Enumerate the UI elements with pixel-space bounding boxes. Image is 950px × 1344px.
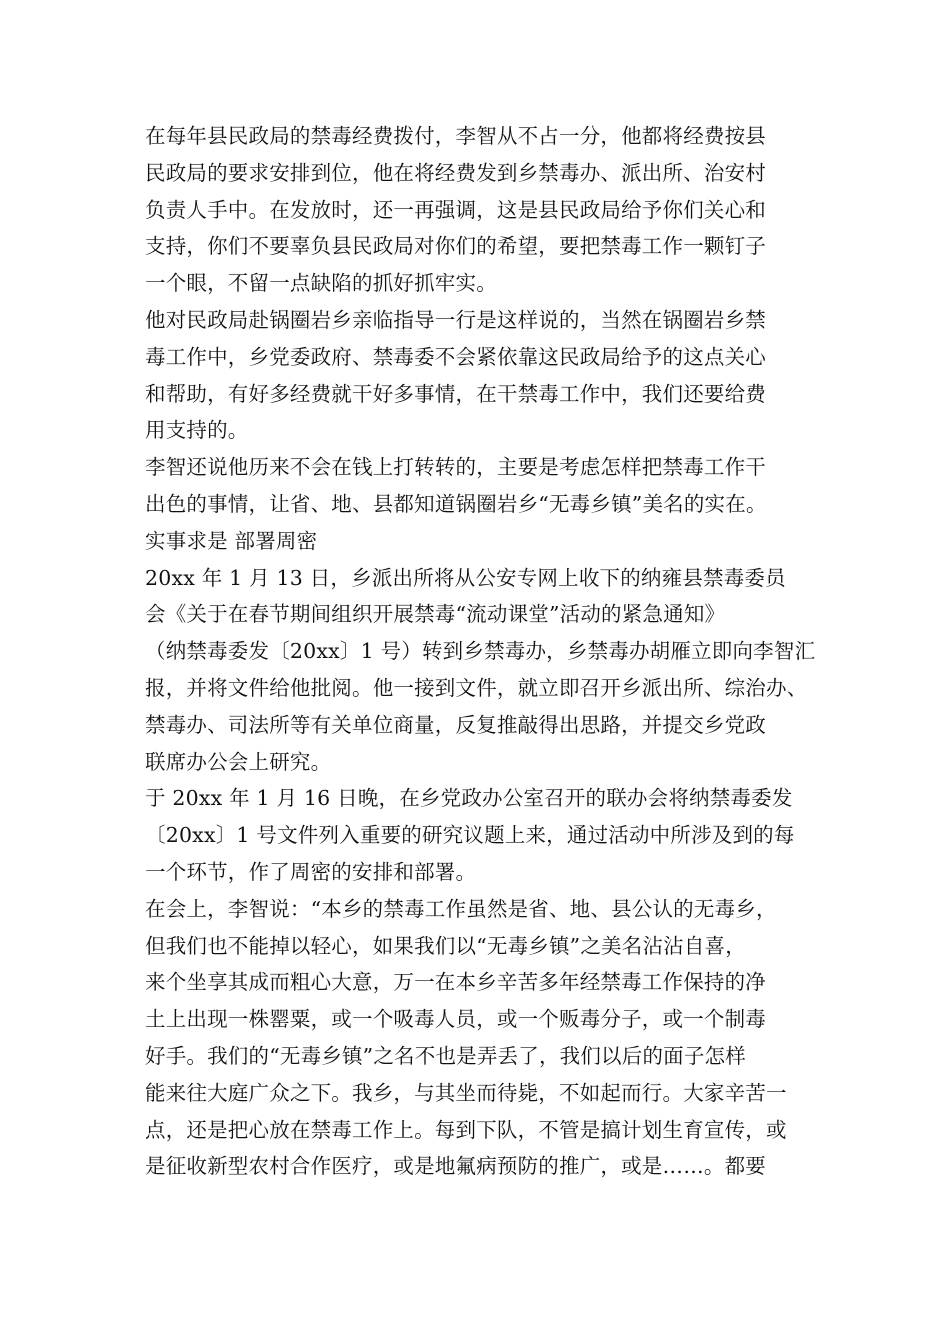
text-line: 能来往大庭广众之下。我乡，与其坐而待毙，不如起而行。大家辛苦一 bbox=[145, 1080, 787, 1105]
text-line: 是征收新型农村合作医疗，或是地氟病预防的推广，或是……。都要 bbox=[145, 1154, 766, 1179]
text-line: 报，并将文件给他批阅。他一接到文件，就立即召开乡派出所、综治办、 bbox=[145, 675, 808, 700]
section-heading: 实事求是 部署周密 bbox=[145, 528, 318, 553]
text-line: 出色的事情，让省、地、县都知道锅圈岩乡“无毒乡镇”美名的实在。 bbox=[145, 491, 767, 516]
text-line: 在会上，李智说：“本乡的禁毒工作虽然是省、地、县公认的无毒乡， bbox=[145, 896, 777, 921]
text-line: 支持，你们不要辜负县民政局对你们的希望，要把禁毒工作一颗钉子 bbox=[145, 234, 766, 259]
text-line: 20xx 年 1 月 13 日，乡派出所将从公安专网上收下的纳雍县禁毒委员 bbox=[145, 565, 786, 590]
text-line: 〔20xx〕1 号文件列入重要的研究议题上来，通过活动中所涉及到的每 bbox=[145, 823, 795, 848]
text-line: 李智还说他历来不会在钱上打转转的，主要是考虑怎样把禁毒工作干 bbox=[145, 455, 766, 480]
text-line: 禁毒办、司法所等有关单位商量，反复推敲得出思路，并提交乡党政 bbox=[145, 712, 766, 737]
text-line: 来个坐享其成而粗心大意，万一在本乡辛苦多年经禁毒工作保持的净 bbox=[145, 970, 766, 995]
document-body bbox=[145, 118, 815, 1185]
text-line: 会《关于在春节期间组织开展禁毒“流动课堂”活动的紧急通知》 bbox=[145, 602, 726, 627]
text-line: 土上出现一株罂粟，或一个吸毒人员，或一个贩毒分子，或一个制毒 bbox=[145, 1007, 766, 1032]
text-line: 用支持的。 bbox=[145, 418, 249, 443]
text-line: 民政局的要求安排到位，他在将经费发到乡禁毒办、派出所、治安村 bbox=[145, 160, 766, 185]
text-line: 他对民政局赴锅圈岩乡亲临指导一行是这样说的，当然在锅圈岩乡禁 bbox=[145, 307, 766, 332]
text-line: 和帮助，有好多经费就干好多事情，在干禁毒工作中，我们还要给费 bbox=[145, 381, 766, 406]
text-line: 好手。我们的“无毒乡镇”之名不也是弄丢了，我们以后的面子怎样 bbox=[145, 1043, 746, 1068]
text-line: 于 20xx 年 1 月 16 日晚，在乡党政办公室召开的联办会将纳禁毒委发 bbox=[145, 786, 793, 811]
text-line: （纳禁毒委发〔20xx〕1 号）转到乡禁毒办，乡禁毒办胡雁立即向李智汇 bbox=[145, 639, 816, 664]
text-line: 一个眼，不留一点缺陷的抓好抓牢实。 bbox=[145, 271, 497, 296]
text-line: 在每年县民政局的禁毒经费拨付，李智从不占一分，他都将经费按县 bbox=[145, 124, 766, 148]
text-line: 点，还是把心放在禁毒工作上。每到下队，不管是搞计划生育宣传，或 bbox=[145, 1117, 787, 1142]
text-line: 负责人手中。在发放时，还一再强调，这是县民政局给予你们关心和 bbox=[145, 197, 766, 222]
text-line: 一个环节，作了周密的安排和部署。 bbox=[145, 859, 477, 884]
text-line: 但我们也不能掉以轻心，如果我们以“无毒乡镇”之美名沾沾自喜， bbox=[145, 933, 746, 958]
text-line: 联席办公会上研究。 bbox=[145, 749, 332, 774]
text-line: 毒工作中，乡党委政府、禁毒委不会紧依靠这民政局给予的这点关心 bbox=[145, 344, 766, 369]
